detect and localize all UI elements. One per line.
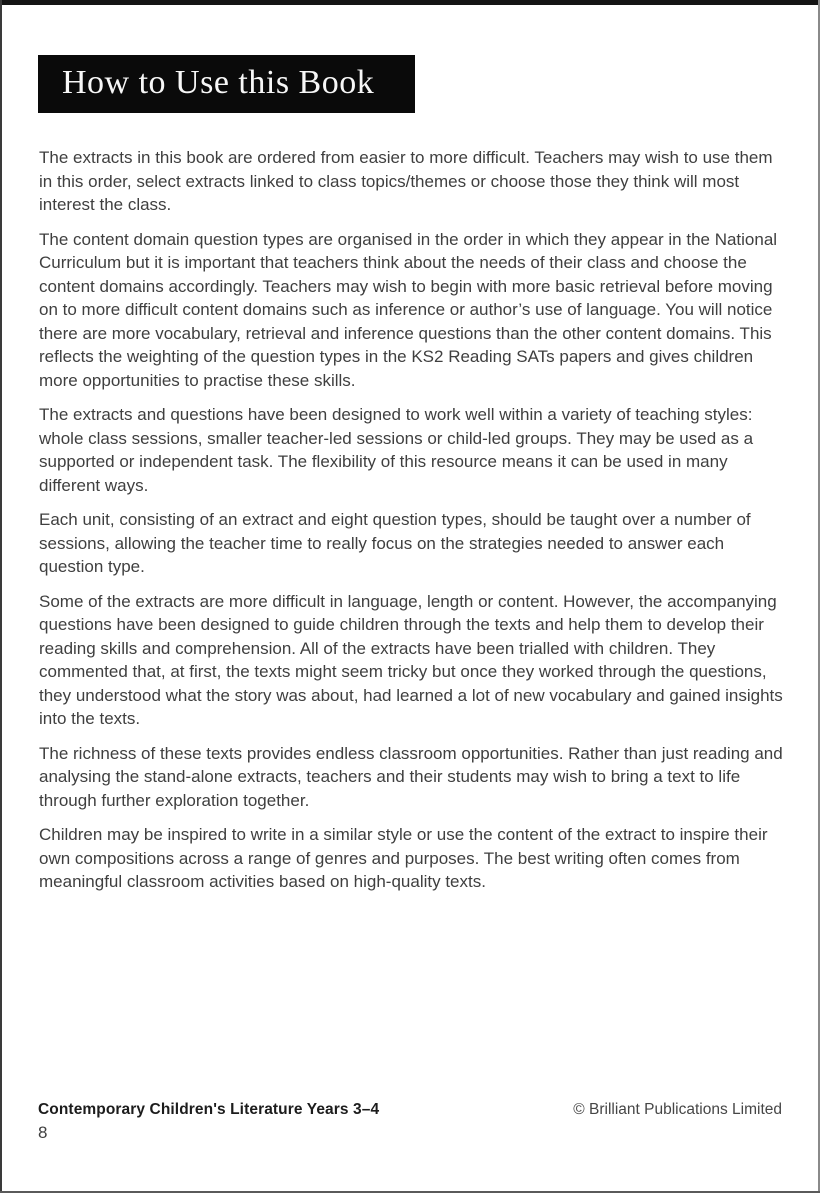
footer-book-title: Contemporary Children's Literature Years 3–4: [38, 1101, 380, 1118]
scan-edge-top: [0, 0, 820, 5]
paragraph-difficulty: Some of the extracts are more difficult in language, length or content. However, the accompanying questions have been designed to guide children through the texts and help them to develop their reading skills and comprehension. All of the extracts have been trialled with children. They commented that, at first, the texts might seem tricky but once they worked through the questions, they understood what the story was about, had learned a lot of new vocabulary and gained insights into the texts.: [39, 591, 783, 728]
body-text: [39, 146, 785, 905]
paragraph-teaching-styles: The extracts and questions have been designed to work well within a variety of teaching styles: whole class sessions, smaller teacher-led sessions or child-led groups. They may be used as a supported or independent task. The flexibility of this resource means it can be used in many different ways.: [39, 405, 754, 495]
footer-row: [38, 1101, 782, 1119]
footer-copyright: © Brilliant Publications Limited: [573, 1101, 782, 1118]
page-number: 8: [38, 1123, 48, 1142]
paragraph-unit-structure: Each unit, consisting of an extract and eight question types, should be taught over a number of sessions, allowing the teacher time to really focus on the strategies needed to answer each question type.: [39, 510, 751, 576]
page-title: How to Use this Book: [62, 64, 375, 101]
paragraph-richness: The richness of these texts provides endless classroom opportunities. Rather than just reading and analysing the stand-alone extracts, teachers and their students may wish to bring a text to life through further exploration together.: [39, 743, 783, 810]
paragraph-ordering: The extracts in this book are ordered from easier to more difficult. Teachers may wish to use them in this order, select extracts linked to class topics/themes or choose those they think will most interest the class.: [39, 148, 773, 214]
paragraph-writing-inspiration: Children may be inspired to write in a similar style or use the content of the extract to inspire their own compositions across a range of genres and purposes. The best writing often comes from meaningful classroom activities based on high-quality texts.: [39, 825, 768, 891]
paragraph-content-domains: The content domain question types are organised in the order in which they appear in the National Curriculum but it is important that teachers think about the needs of their class and choose the content domains accordingly. Teachers may wish to begin with more basic retrieval before moving on to more difficult content domains such as inference or author’s use of language. You will notice there are more vocabulary, retrieval and inference questions than the other content domains. This reflects the weighting of the question types in the KS2 Reading SATs papers and gives children more opportunities to practise these skills.: [39, 229, 778, 390]
page-footer: [38, 1101, 782, 1143]
scan-edge-left: [0, 0, 2, 1193]
chapter-title-banner: [38, 55, 415, 113]
